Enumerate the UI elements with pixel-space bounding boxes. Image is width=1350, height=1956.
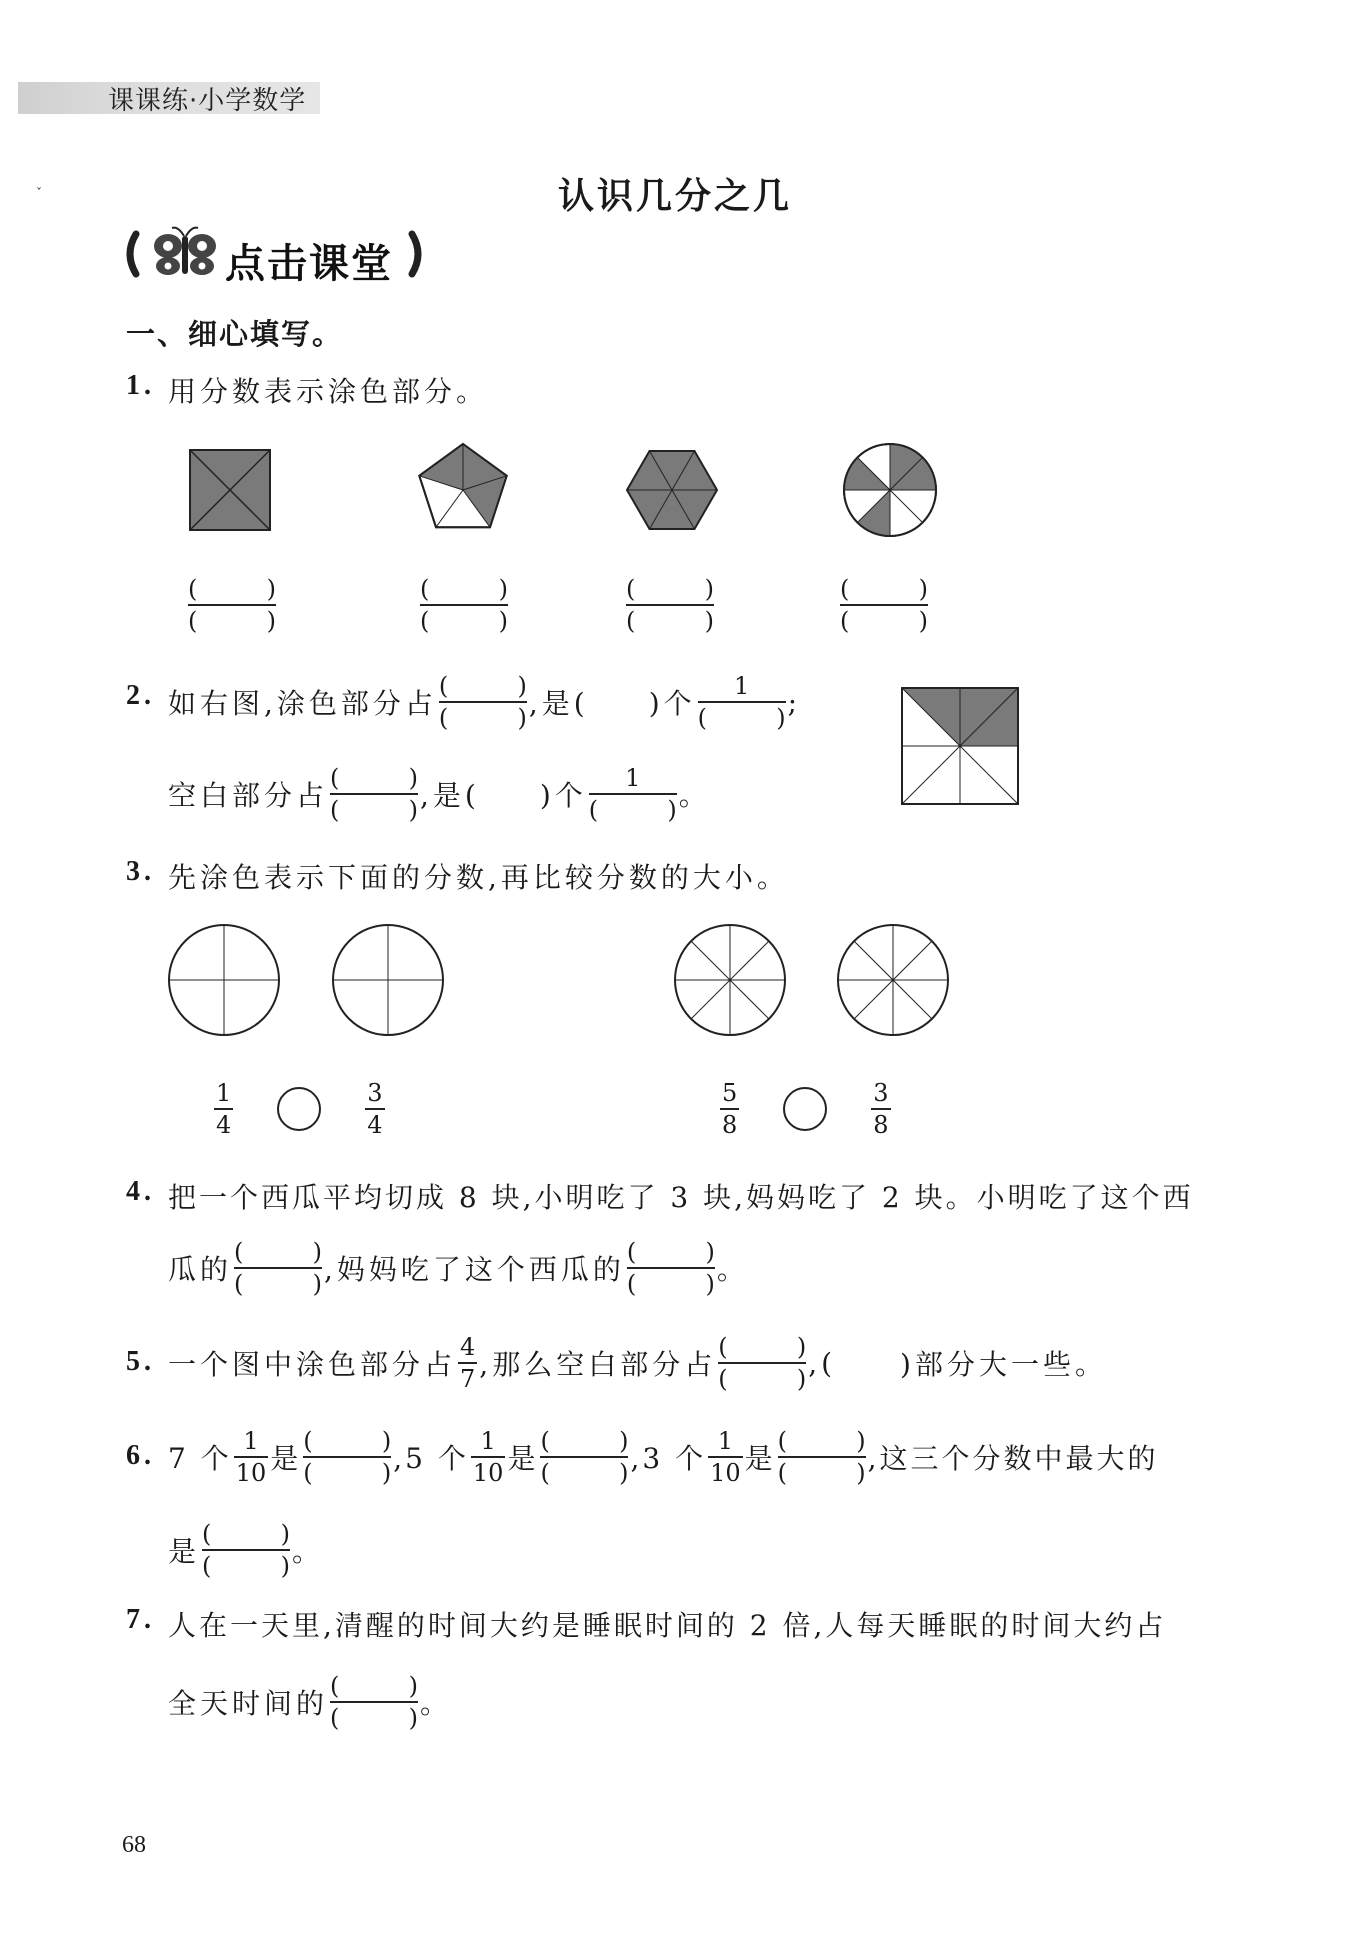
answer-blank-3[interactable]: ( ) ( ): [626, 575, 714, 635]
answer-blank[interactable]: ( ) ( ): [718, 1333, 807, 1393]
shaded-circle: [844, 444, 936, 536]
banner-label: 点击课堂: [225, 241, 393, 287]
shaded-hexagon: [627, 451, 717, 529]
answer-blank-1[interactable]: ( ) ( ): [188, 575, 276, 635]
page-number: 68: [122, 1832, 146, 1858]
answer-blank[interactable]: ( ) ( ): [202, 1520, 291, 1580]
answer-blank[interactable]: ( ) ( ): [540, 1427, 629, 1487]
question-number: 3.: [126, 856, 155, 887]
question-number: 4.: [126, 1176, 155, 1207]
question-text: 用分数表示涂色部分。: [168, 375, 489, 408]
compare-pair-1: $\frac{1}{4}$ $\frac{3}{4}$: [216, 1079, 383, 1139]
question-7-line-2: 全天时间的 ( ) ( ) 。: [168, 1672, 453, 1732]
answer-blank[interactable]: ( ) ( ): [438, 672, 527, 732]
compare-circle[interactable]: [783, 1087, 827, 1131]
question-text: 人在一天里,清醒的时间大约是睡眠时间的 2 倍,人每天睡眠的时间大约占: [168, 1609, 1167, 1642]
circle-eighths-1[interactable]: [675, 925, 785, 1035]
answer-blank[interactable]: 1 ( ): [697, 672, 786, 732]
answer-blank[interactable]: ( ) ( ): [626, 1238, 715, 1298]
shaded-pentagon: [419, 444, 506, 527]
compare-pair-2: $\frac{5}{8}$ $\frac{3}{8}$: [722, 1079, 889, 1139]
question-4-line-2: 瓜的 ( ) ( ) ,妈妈吃了这个西瓜的 ( ) ( ) 。: [168, 1238, 749, 1298]
compare-circle[interactable]: [277, 1087, 321, 1131]
question-6-line-2: 是 ( ) ( ) 。: [168, 1520, 325, 1580]
answer-blank[interactable]: ( ) ( ): [330, 764, 419, 824]
shaded-square: [190, 450, 270, 530]
answer-blank[interactable]: ( ) ( ): [234, 1238, 323, 1298]
butterfly-icon: [154, 228, 216, 275]
answer-blank[interactable]: ( ) ( ): [777, 1427, 866, 1487]
question-text: 先涂色表示下面的分数,再比较分数的大小。: [168, 861, 789, 894]
circle-quarters-2[interactable]: [333, 925, 443, 1035]
question-number: 6.: [126, 1440, 155, 1471]
answer-blank-2[interactable]: ( ) ( ): [420, 575, 508, 635]
answer-blank[interactable]: ( ) ( ): [303, 1427, 392, 1487]
worksheet-page: 课课练·小学数学 ˇ 认识几分之几 点击课堂 一、细心填写。 1. 用分数表示涂色部分。 ( ) ( ) ( ) ( ) ( ) ( ) ( ) ( ) 2. 如右图,涂色部分占 ( ) ( ) ,是( )个 1 ( ) ; 空白部分占 ( ) ( ) ,是( )个 1 ( ) 。 3. 先涂色表示下面的分数,再比较分数的大小。 $\frac{1}{4}$ $\frac{3}{4}$ $\frac{5}{8}$ $\frac{3}{8}$ 4. 把一个西瓜平均切成 8 块,小明吃了 3 块,妈妈吃了 2 块。小明吃了这个西 瓜的 ( ) ( ) ,妈妈吃了这个西瓜的 ( ) ( ) 。 5. 一个图中涂色部分占 $\frac{4}{7}$ ,那么空白部分占 ( ) ( ) ,( )部分大一些。 6. 7 个 $\frac{1}{10}$ 是 ( ) ( ) ,5 个 $\frac{1}{10}$ 是 ( ) ( ) ,3 个 $\frac{1}{10}$ 是 ( ) ( ) ,这三个分数中最大的 是 ( ) ( ) 。 7. 人在一天里,清醒的时间大约是睡眠时间的 2 倍,人每天睡眠的时间大约占 全天时间的 ( ) ( ) 。 68: [0, 0, 1350, 1956]
question-number: 2.: [126, 680, 155, 711]
answer-blank[interactable]: 1 ( ): [588, 764, 677, 824]
page-title: 认识几分之几: [557, 176, 792, 217]
book-header: 课课练·小学数学: [108, 86, 307, 116]
q3-circles: [160, 920, 960, 1040]
question-number: 7.: [126, 1604, 155, 1635]
question-number: 5.: [126, 1346, 155, 1377]
circle-eighths-2[interactable]: [838, 925, 948, 1035]
circle-quarters-1[interactable]: [169, 925, 279, 1035]
scan-mark: ˇ: [36, 186, 42, 200]
question-number: 1.: [126, 370, 155, 401]
answer-blank[interactable]: ( ) ( ): [330, 1672, 419, 1732]
q2-square-figure: [900, 686, 1022, 808]
question-text: 把一个西瓜平均切成 8 块,小明吃了 3 块,妈妈吃了 2 块。小明吃了这个西: [168, 1181, 1194, 1214]
q1-shapes: [180, 440, 960, 540]
section-heading: 一、细心填写。: [126, 317, 344, 351]
question-2-line-2: 空白部分占 ( ) ( ) ,是( )个 1 ( ) 。: [168, 764, 711, 824]
answer-blank-4[interactable]: ( ) ( ): [840, 575, 928, 635]
